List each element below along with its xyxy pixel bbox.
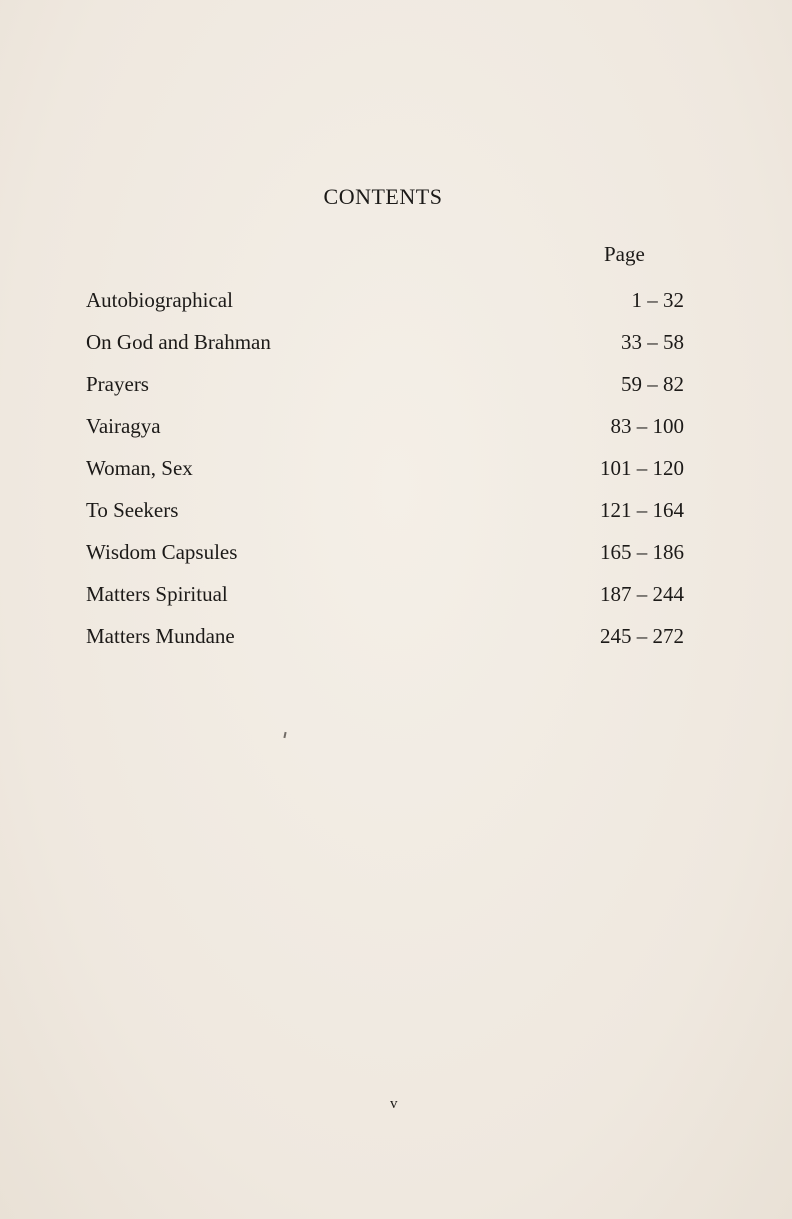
toc-entry: [86, 496, 686, 538]
toc-entry-title: Matters Spiritual: [86, 582, 228, 606]
toc-entry: [86, 286, 686, 328]
toc-entry-pages: 121 – 164: [600, 498, 684, 522]
contents-heading: CONTENTS: [323, 184, 443, 209]
toc-entry-title: Wisdom Capsules: [86, 540, 238, 564]
ink-speck: [283, 732, 286, 738]
toc-entry-pages: 187 – 244: [600, 582, 684, 606]
table-of-contents: [86, 286, 686, 664]
toc-entry: [86, 412, 686, 454]
toc-entry-title: Prayers: [86, 372, 149, 396]
toc-entry-title: Vairagya: [86, 414, 161, 438]
toc-entry-pages: 33 – 58: [621, 330, 684, 354]
toc-entry: [86, 538, 686, 580]
toc-entry-pages: 165 – 186: [600, 540, 684, 564]
toc-entry-title: On God and Brahman: [86, 330, 271, 354]
page-number: v: [390, 1096, 398, 1112]
toc-entry: [86, 580, 686, 622]
toc-entry-title: Matters Mundane: [86, 624, 235, 648]
toc-entry: [86, 622, 686, 664]
toc-entry: [86, 454, 686, 496]
toc-entry: [86, 370, 686, 412]
toc-entry-pages: 83 – 100: [610, 414, 684, 438]
toc-entry-title: To Seekers: [86, 498, 179, 522]
toc-entry-pages: 245 – 272: [600, 624, 684, 648]
toc-entry-pages: 1 – 32: [631, 288, 684, 312]
toc-entry-pages: 101 – 120: [600, 456, 684, 480]
toc-entry-title: Woman, Sex: [86, 456, 193, 480]
toc-entry-pages: 59 – 82: [621, 372, 684, 396]
page-column-label: Page: [604, 242, 645, 266]
toc-entry-title: Autobiographical: [86, 288, 233, 312]
toc-entry: [86, 328, 686, 370]
